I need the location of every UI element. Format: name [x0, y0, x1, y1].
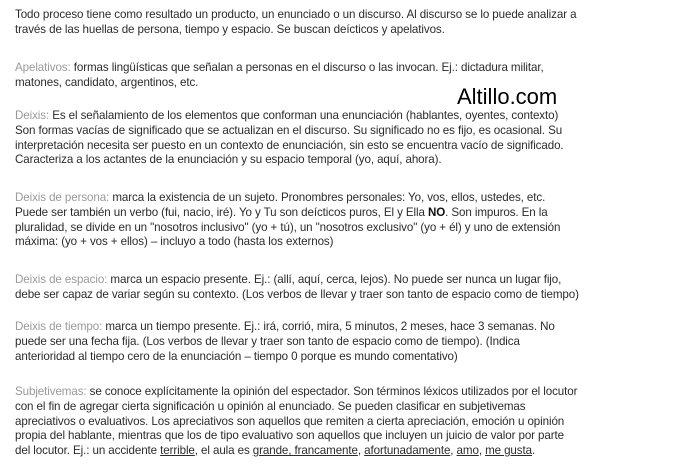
deixis-definition: Es el señalamiento de los elementos que conforman una enunciación (hablantes, oyentes, contexto) Son formas vacías de significado que se actualizan en el discurso. Su significado no es fijo, es ocasional. Su interpretación necesita ser puesto en un contexto de enunciación, sin esto se encuentra vacío de significado. Caracteriza a los actantes de la enunciación y su espacio temporal (yo, aquí, ahora).: [15, 109, 564, 167]
deixis-persona-definition-b: . Son impuros. En la pluralidad, se divide en un "nosotros inclusivo" (yo + tú), un "nosotros exclusivo" (yo + él) y uno de extensión máxima: (yo + vos + ellos) – incluyo a todo (hasta los externos): [15, 205, 561, 249]
apelativos-definition: formas lingüísticas que señalan a personas en el discurso o las invocan. Ej.: dictadura militar, matones, candidato, argentinos, etc.: [15, 61, 544, 89]
deixis-tiempo-definition: marca un tiempo presente. Ej.: irá, corrió, mira, 5 minutos, 2 meses, hace 3 semanas. No puede ser una fecha fija. (Los verbos de llevar y traer son tanto de espacio como de tiempo). (Indica anterioridad al tiempo cero de la enunciación – tiempo 0 porque es mundo comentativo): [15, 320, 555, 363]
example-underlined-word: terrible: [160, 444, 195, 458]
apelativos-term: Apelativos:: [15, 61, 71, 74]
deixis-tiempo-term: Deixis de tiempo:: [15, 320, 103, 333]
deixis-espacio-paragraph: [15, 273, 579, 303]
deixis-persona-definition-a: marca la existencia de un sujeto. Pronombres personales: Yo, vos, ellos, ustedes, etc. Puede ser también un verbo (fui, nacio, iré). Yo y Tu son deícticos puros, El y Ella: [15, 191, 546, 219]
example-separator: ,: [450, 444, 457, 458]
deixis-persona-paragraph: [15, 191, 560, 250]
subjetivemas-term: Subjetivemas:: [15, 385, 87, 398]
example-underlined-word: me gusta: [485, 444, 532, 458]
example-underlined-word: grande, francamente: [252, 444, 358, 458]
deixis-persona-bold-no: NO: [427, 205, 446, 219]
site-watermark: Altillo.com: [457, 84, 558, 109]
deixis-espacio-definition: marca un espacio presente. Ej.: (allí, aquí, cerca, lejos). No puede ser nunca un lugar fijo, debe ser capaz de variar según su contexto. (Los verbos de llevar y traer son tanto de espacio como de tiempo): [15, 273, 579, 301]
example-underlined-word: amo: [456, 444, 479, 458]
example-separator: .: [531, 444, 536, 458]
deixis-espacio-term: Deixis de espacio:: [15, 273, 108, 286]
deixis-paragraph: [15, 109, 564, 168]
intro-paragraph: Todo proceso tiene como resultado un producto, un enunciado o un discurso. Al discurso se lo puede analizar a través de las huellas de persona, tiempo y espacio. Se buscan deícticos y apelativos.: [15, 8, 577, 36]
example-underlined-word: afortunadamente: [364, 444, 451, 458]
deixis-term: Deixis:: [15, 109, 50, 122]
deixis-persona-term: Deixis de persona:: [15, 191, 110, 204]
subjetivemas-definition: se conoce explícitamente la opinión del espectador. Son términos léxicos utilizados por el locutor con el fin de agregar cierta significación u opinión al enunciado. Se pueden clasificar en subjetivemas apreciativos o evaluativos. Los apreciativos son aquellos que remiten a cierta apreciación, emoción u opinión propia del hablante, mientras que los de tipo evaluativo son aquellos que incluyen un juicio de valor por parte del locutor. Ej.: un accidente: [15, 385, 578, 458]
deixis-tiempo-paragraph: [15, 320, 555, 364]
example-separator: , el aula es: [194, 444, 253, 458]
subjetivemas-paragraph: [15, 385, 577, 459]
example-separator: ,: [357, 444, 365, 458]
example-separator: ,: [478, 444, 486, 458]
